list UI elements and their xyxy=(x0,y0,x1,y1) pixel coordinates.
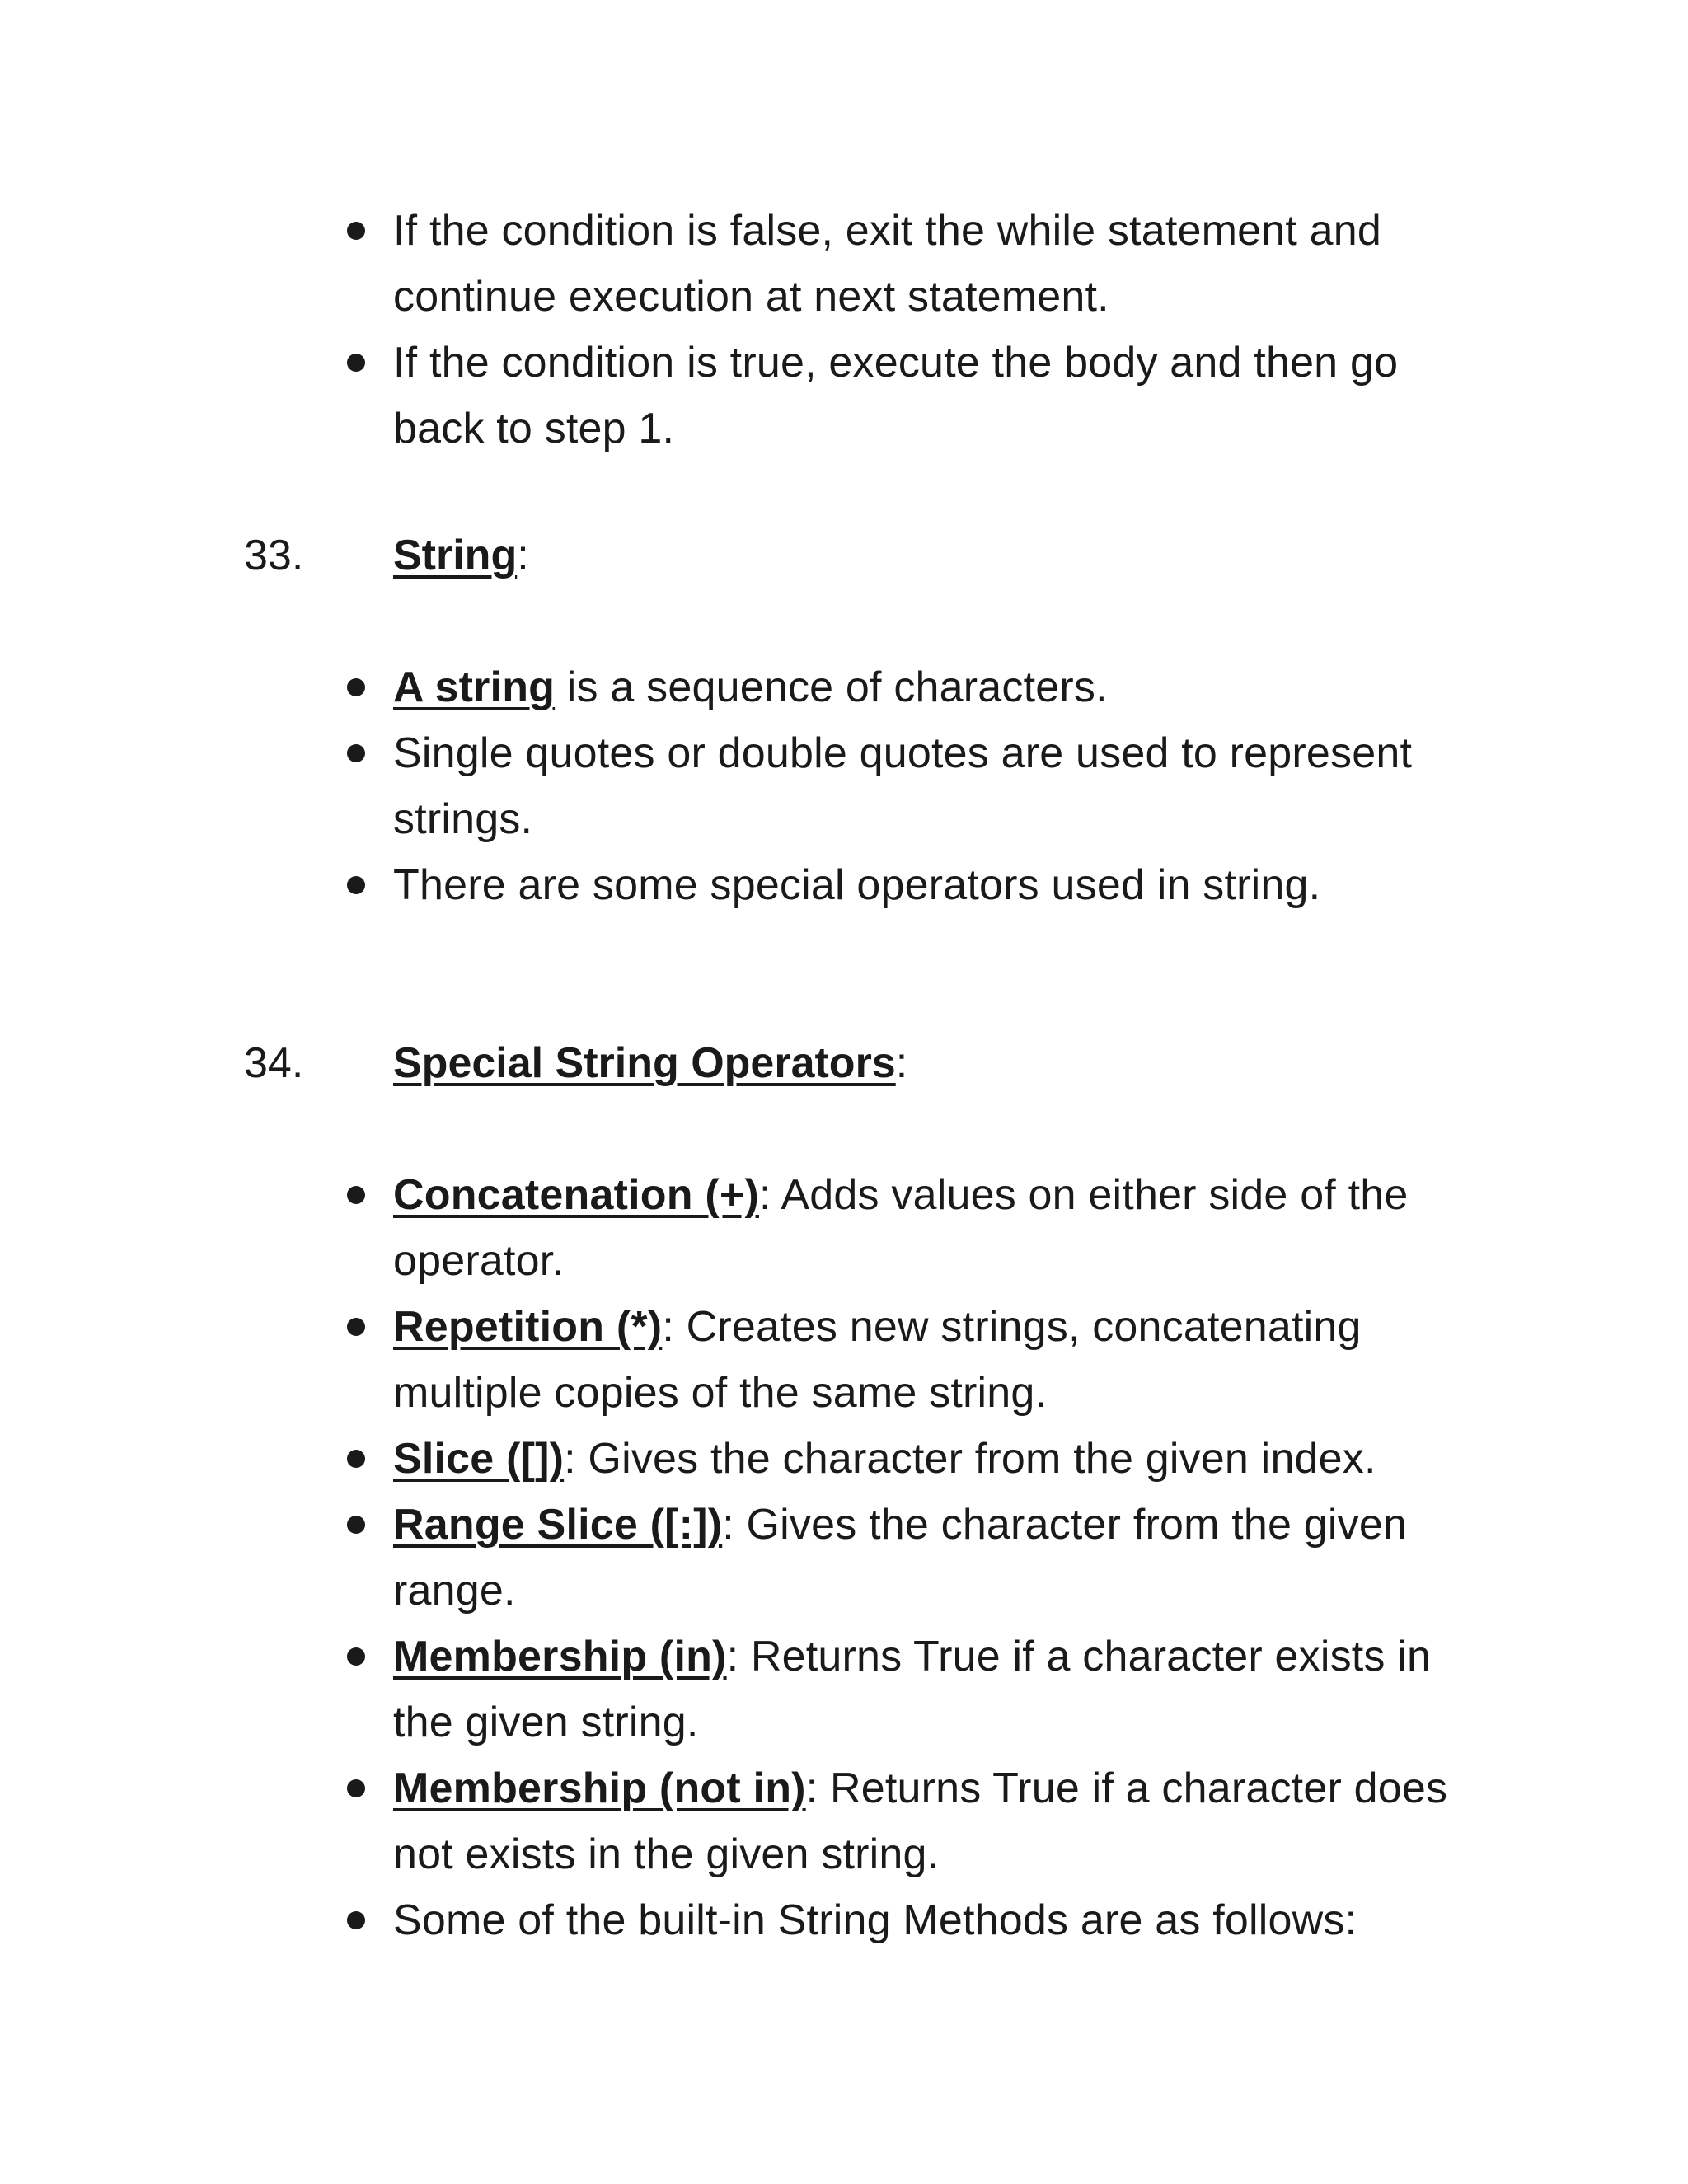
list-item xyxy=(0,330,1498,462)
bullet-icon xyxy=(347,876,365,894)
list-item xyxy=(0,1492,1498,1624)
list-item xyxy=(0,1294,1498,1426)
bullet-icon xyxy=(347,1318,365,1336)
bullet-icon xyxy=(347,222,365,240)
list-item-text: There are some special operators used in string. xyxy=(393,861,1321,909)
bullet-icon xyxy=(347,678,365,696)
list-item-text: : Creates new strings, concatenating multiple copies of the same string. xyxy=(393,1303,1362,1417)
bullet-icon xyxy=(347,744,365,762)
section-title-term: String xyxy=(393,532,518,579)
section-number: 33. xyxy=(244,532,304,579)
list-item-text: : Gives the character from the given range. xyxy=(393,1501,1408,1615)
list-item-term: Membership (not in) xyxy=(393,1765,806,1812)
list-item-text: : Adds values on either side of the operator. xyxy=(393,1171,1409,1285)
list-item-term: A string xyxy=(393,663,556,711)
list-item-text: If the condition is true, execute the body and then go back to step 1. xyxy=(393,339,1399,452)
list-item xyxy=(0,1887,1498,1953)
list-item-text: : Returns True if a character does not exists in the given string. xyxy=(393,1765,1448,1878)
bullet-icon xyxy=(347,354,365,372)
list-item xyxy=(0,198,1498,330)
list-item xyxy=(0,1755,1498,1887)
list-item-text: : Gives the character from the given index. xyxy=(564,1435,1376,1483)
section-heading-33 xyxy=(0,523,1688,588)
list-item-text: is a sequence of characters. xyxy=(555,663,1108,711)
section-title xyxy=(393,523,529,588)
section-title-term: Special String Operators xyxy=(393,1039,896,1087)
list-item-text: Single quotes or double quotes are used to represent strings. xyxy=(393,729,1413,843)
list-item xyxy=(0,654,1498,720)
list-item-text: Some of the built-in String Methods are as follows: xyxy=(393,1896,1357,1944)
bullet-icon xyxy=(347,1516,365,1534)
bullet-icon xyxy=(347,1450,365,1468)
list-item-term: Range Slice ([:]) xyxy=(393,1501,723,1549)
list-item xyxy=(0,1426,1498,1492)
intro-bullet-list xyxy=(0,198,1688,462)
section-33-bullet-list xyxy=(0,654,1688,918)
section-title-colon: : xyxy=(895,1039,908,1087)
section-title xyxy=(393,1030,907,1096)
list-item xyxy=(0,1624,1498,1755)
list-item-term: Repetition (*) xyxy=(393,1303,663,1351)
section-34-bullet-list xyxy=(0,1162,1688,1953)
list-item-text: : Returns True if a character exists in the given string. xyxy=(393,1633,1432,1746)
bullet-icon xyxy=(347,1779,365,1797)
list-item xyxy=(0,720,1498,852)
bullet-icon xyxy=(347,1647,365,1666)
list-item xyxy=(0,1162,1498,1294)
list-item-term: Slice ([]) xyxy=(393,1435,565,1483)
list-item-term: Concatenation (+) xyxy=(393,1171,759,1219)
bullet-icon xyxy=(347,1911,365,1929)
list-item-text: If the condition is false, exit the while statement and continue execution at next statement. xyxy=(393,207,1382,321)
list-item-term: Membership (in) xyxy=(393,1633,727,1680)
section-number: 34. xyxy=(244,1039,304,1087)
list-item xyxy=(0,852,1498,918)
section-title-colon: : xyxy=(517,532,529,579)
bullet-icon xyxy=(347,1186,365,1204)
section-heading-34 xyxy=(0,1030,1688,1096)
